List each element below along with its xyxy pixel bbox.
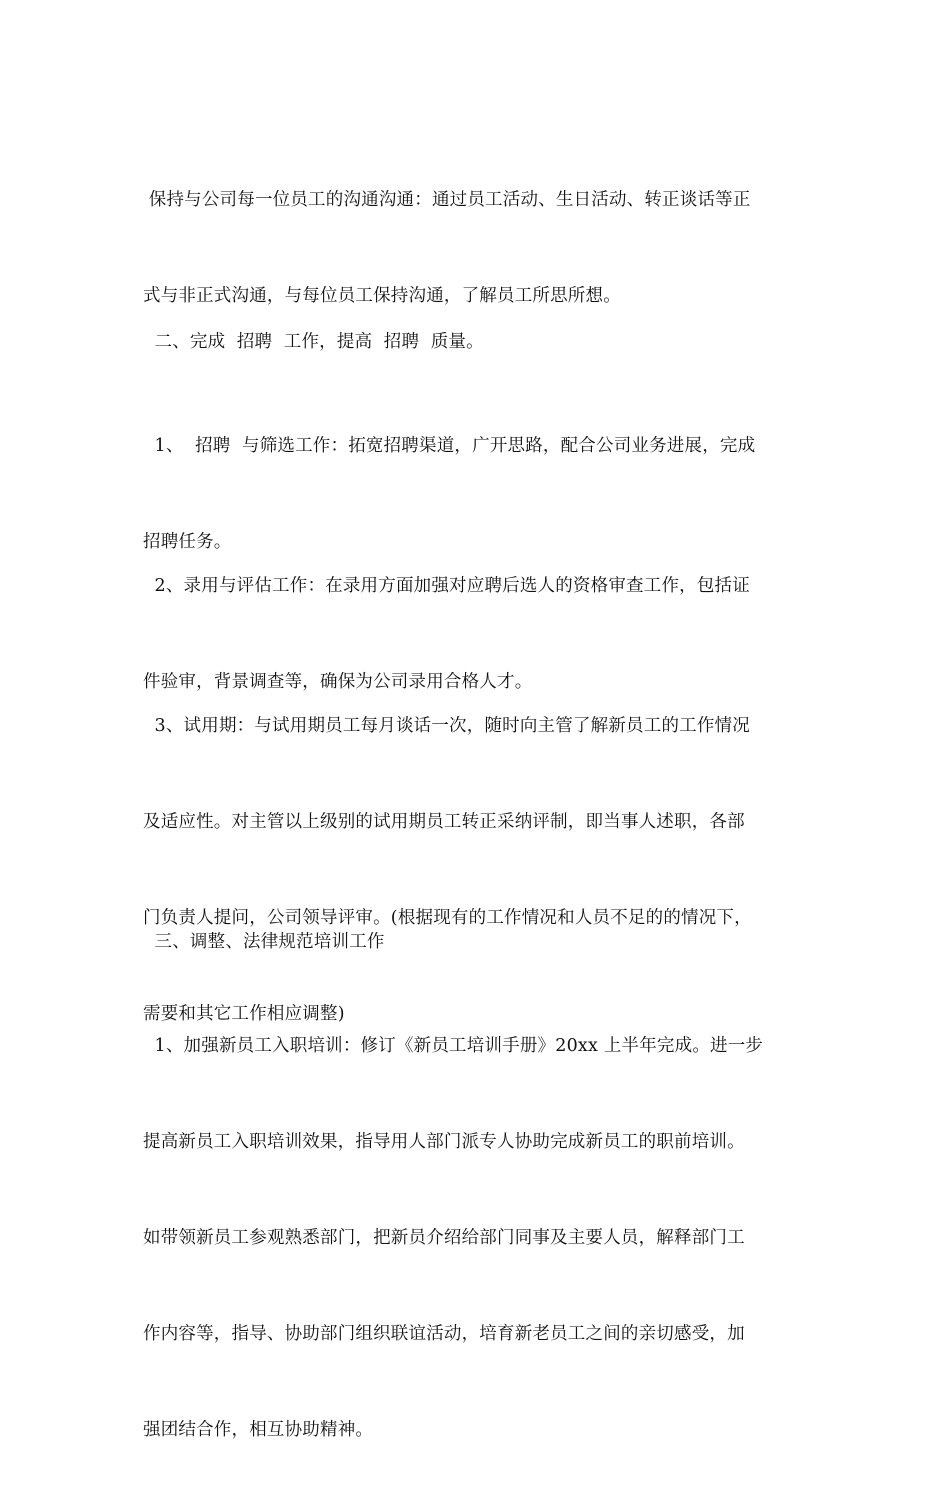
text-line: 强团结合作，相互协助精神。 — [143, 1420, 374, 1440]
text-line: 式与非正式沟通，与每位员工保持沟通，了解员工所思所想。 — [143, 286, 621, 306]
text-line: 招聘任务。 — [143, 532, 232, 552]
text-line: 件验审，背景调查等，确保为公司录用合格人才。 — [143, 672, 533, 692]
text-line: 及适应性。对主管以上级别的试用期员工转正采纳评制，即当事人述职，各部 — [143, 812, 745, 832]
text-line: 3、试用期：与试用期员工每月谈话一次，随时向主管了解新员工的工作情况 — [143, 716, 750, 736]
text-line: 需要和其它工作相应调整) — [143, 1004, 345, 1024]
text-line: 门负责人提问，公司领导评审。(根据现有的工作情况和人员不足的的情况下， — [143, 908, 752, 928]
paragraph-onboarding-training — [143, 966, 808, 1510]
text-line: 1、 招聘 与筛选工作：拓宽招聘渠道，广开思路，配合公司业务进展，完成 — [143, 436, 756, 456]
heading-line: 二、完成 招聘 工作，提高 招聘 质量。 — [143, 332, 484, 352]
heading-line: 三、调整、法律规范培训工作 — [143, 932, 385, 952]
text-line: 1、加强新员工入职培训：修订《新员工培训手册》20xx 上半年完成。进一步 — [143, 1036, 764, 1056]
text-line: 作内容等，指导、协助部门组织联谊活动，培育新老员工之间的亲切感受，加 — [143, 1324, 745, 1344]
text-line: 保持与公司每一位员工的沟通沟通：通过员工活动、生日活动、转正谈话等正 — [143, 190, 751, 210]
text-line: 提高新员工入职培训效果，指导用人部门派专人协助完成新员工的职前培训。 — [143, 1132, 745, 1152]
text-line: 2、录用与评估工作：在录用方面加强对应聘后选人的资格审查工作，包括证 — [143, 576, 750, 596]
text-line: 如带领新员工参观熟悉部门，把新员介绍给部门同事及主要人员，解释部门工 — [143, 1228, 745, 1248]
